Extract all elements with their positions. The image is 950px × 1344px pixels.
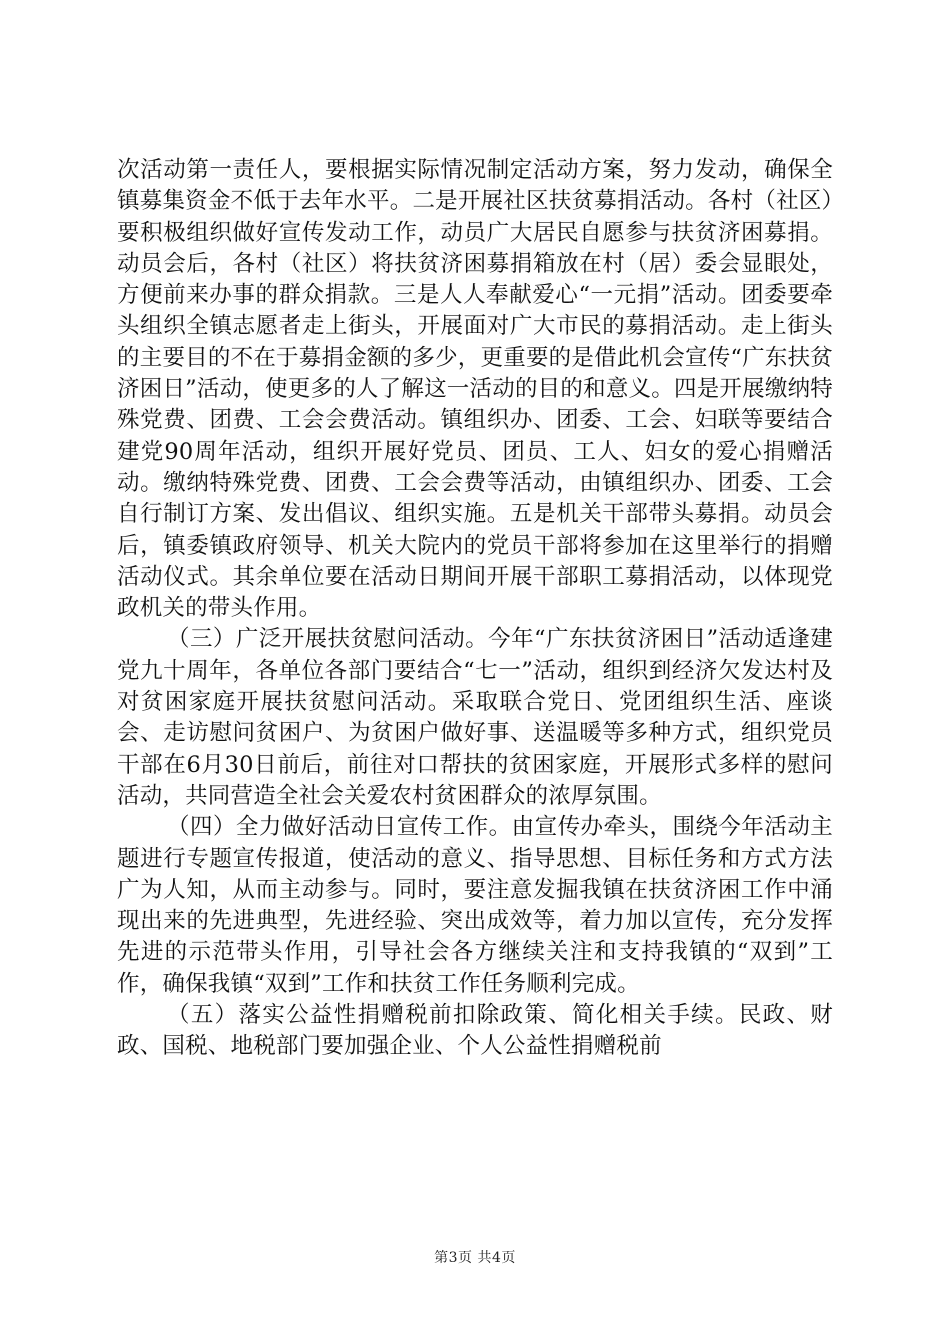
document-body — [117, 155, 833, 1063]
paragraph-continuation: 次活动第一责任人，要根据实际情况制定活动方案，努力发动，确保全镇募集资金不低于去年水平。二是开展社区扶贫募捐活动。各村（社区）要积极组织做好宣传发动工作，动员广大居民自愿参与扶贫济困募捐。动员会后，各村（社区）将扶贫济困募捐箱放在村（居）委会显眼处，方便前来办事的群众捐款。三是人人奉献爱心“一元捐”活动。团委要牵头组织全镇志愿者走上街头，开展面对广大市民的募捐活动。走上街头的主要目的不在于募捐金额的多少，更重要的是借此机会宣传“广东扶贫济困日”活动，使更多的人了解这一活动的目的和意义。四是开展缴纳特殊党费、团费、工会会费活动。镇组织办、团委、工会、妇联等要结合建党90周年活动，组织开展好党员、团员、工人、妇女的爱心捐赠活动。缴纳特殊党费、团费、工会会费等活动，由镇组织办、团委、工会自行制订方案、发出倡议、组织实施。五是机关干部带头募捐。动员会后，镇委镇政府领导、机关大院内的党员干部将参加在这里举行的捐赠活动仪式。其余单位要在活动日期间开展干部职工募捐活动，以体现党政机关的带头作用。 — [117, 157, 833, 622]
page-footer — [0, 1248, 950, 1268]
paragraph-section-4: （四）全力做好活动日宣传工作。由宣传办牵头，围绕今年活动主题进行专题宣传报道，使活动的意义、指导思想、目标任务和方式方法广为人知，从而主动参与。同时，要注意发掘我镇在扶贫济困工作中涌现出来的先进典型，先进经验、突出成效等，着力加以宣传，充分发挥先进的示范带头作用，引导社会各方继续关注和支持我镇的“双到”工作，确保我镇“双到”工作和扶贫工作任务顺利完成。 — [117, 814, 833, 997]
page-number-label: 第3页 共4页 — [434, 1250, 516, 1266]
paragraph-section-3: （三）广泛开展扶贫慰问活动。今年“广东扶贫济困日”活动适逢建党九十周年，各单位各部门要结合“七一”活动，组织到经济欠发达村及对贫困家庭开展扶贫慰问活动。采取联合党日、党团组织生活、座谈会、走访慰问贫困户、为贫困户做好事、送温暖等多种方式，组织党员干部在6月30日前后，前往对口帮扶的贫困家庭，开展形式多样的慰问活动，共同营造全社会关爱农村贫困群众的浓厚氛围。 — [117, 626, 833, 809]
paragraph-section-5: （五）落实公益性捐赠税前扣除政策、简化相关手续。民政、财政、国税、地税部门要加强企业、个人公益性捐赠税前 — [117, 1002, 833, 1060]
